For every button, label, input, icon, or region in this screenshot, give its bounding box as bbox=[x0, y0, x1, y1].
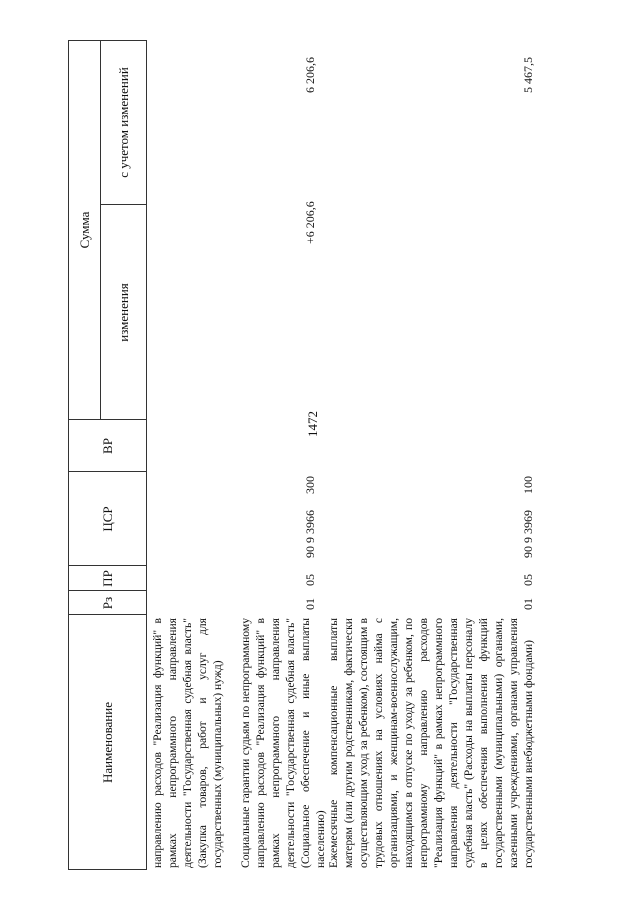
header-change: изменения bbox=[115, 283, 131, 342]
header-vr: ВР bbox=[99, 438, 115, 454]
header-csr: ЦСР bbox=[99, 506, 115, 532]
row-2-pr: 05 bbox=[303, 574, 317, 586]
row-2-vr: 300 bbox=[303, 476, 317, 494]
header-name: Наименование bbox=[99, 702, 115, 783]
row-3-rz: 01 bbox=[521, 598, 535, 610]
row-2-csr: 90 9 3966 bbox=[303, 510, 317, 558]
row-3-vr: 100 bbox=[521, 476, 535, 494]
row-3-pr: 05 bbox=[521, 574, 535, 586]
header-bottom-border bbox=[146, 40, 147, 870]
header-pr: ПР bbox=[99, 570, 115, 587]
row-2-change: +6 206,6 bbox=[303, 201, 317, 244]
row-1-name: направлению расходов "Реализация функций" в рамках непрограммного направления деятельности "Государственная судебная власть" (Закупка товаров, работ и услуг для государственных (муниципальных) нужд) bbox=[151, 618, 224, 868]
row-3-csr: 90 9 3969 bbox=[521, 510, 535, 558]
row-2-name: Социальные гарантии судьям по непрограммному направлению расходов "Реализация функций" в рамках непрограммного направления деятельности "Государственная судебная власть" (Социальное обеспечение и иные выплаты населению) bbox=[239, 618, 327, 868]
page-number: 1472 bbox=[305, 411, 320, 437]
row-3-name: Ежемесячные компенсационные выплаты матерям (или другим родственникам, фактически осуществляющим уход за ребенком), состоящим в трудовых отношениях на условиях найма с организациями, и женщинам-военнослужащим, находящимся в отпуске по уходу за ребенком, по непрограммному направлению расходов "Реализация функций" в рамках непрограммного направления деятельности "Государственная судебная власть" (Расходы на выплаты персоналу в целях обеспечения выполнения функций государственными (муниципальными) органами, казенными учреждениями, органами управления государственными внебюджетными фондами) bbox=[327, 618, 535, 868]
row-2-rz: 01 bbox=[303, 598, 317, 610]
row-3-total: 5 467,5 bbox=[521, 57, 535, 93]
header-with-changes: с учетом изменений bbox=[115, 67, 131, 178]
header-rz: Рз bbox=[99, 596, 115, 610]
row-2-total: 6 206,6 bbox=[303, 57, 317, 93]
header-sum: Сумма bbox=[76, 211, 92, 249]
budget-table bbox=[68, 40, 548, 870]
